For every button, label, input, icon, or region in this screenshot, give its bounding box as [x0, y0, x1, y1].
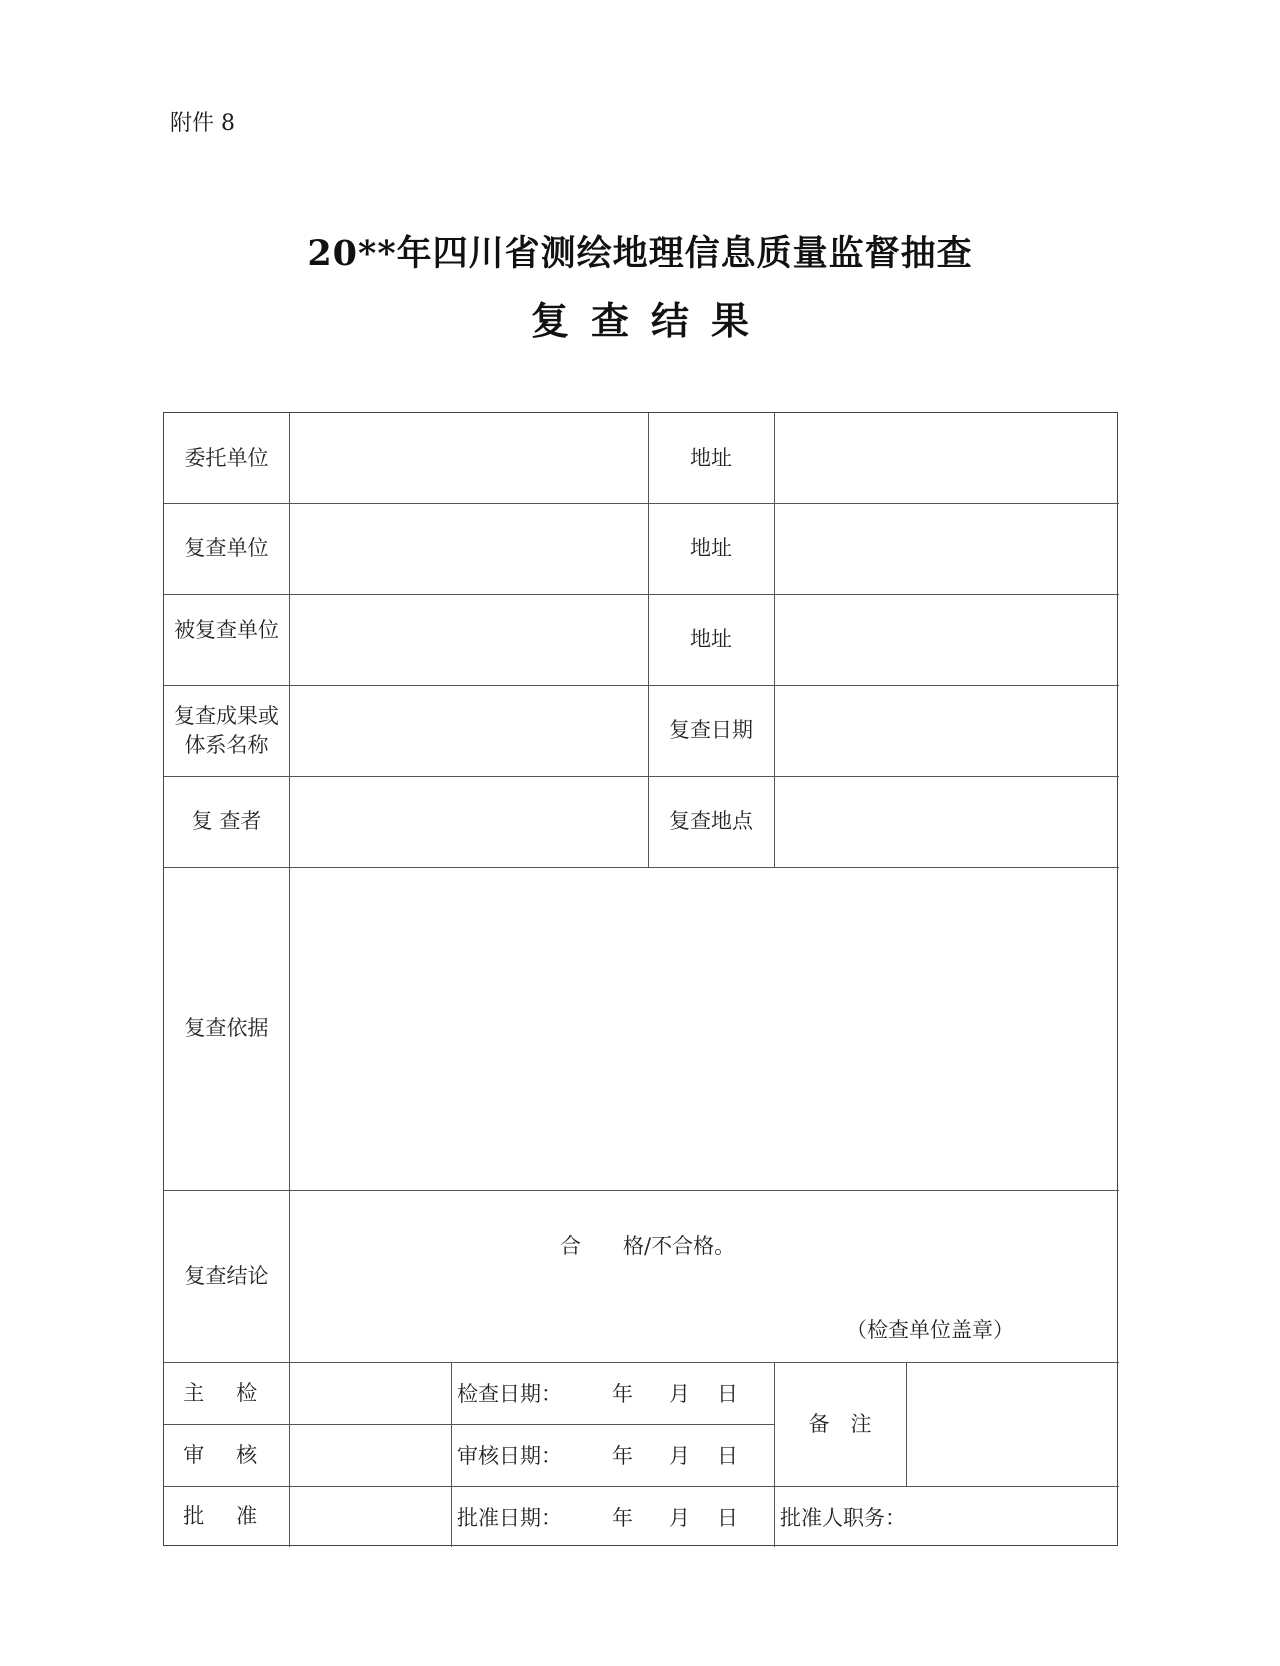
- audit-date[interactable]: [457, 1424, 774, 1486]
- inspection-date-label: 检查日期：: [457, 1382, 562, 1406]
- label-chief-inspector: 主 检: [183, 1380, 270, 1405]
- label-review-place: 复查地点: [669, 809, 753, 834]
- year-label: 年: [612, 1505, 633, 1530]
- field-auditor[interactable]: [289, 1424, 451, 1486]
- day-label: 日: [717, 1444, 738, 1468]
- attachment-label: 附件 8: [170, 111, 235, 136]
- field-client-unit[interactable]: [289, 413, 648, 503]
- year-label: 年: [612, 1382, 633, 1406]
- label-address-1: 地址: [690, 445, 732, 470]
- label-review-date: 复查日期: [669, 718, 753, 743]
- field-reviewed-unit[interactable]: [289, 594, 648, 685]
- field-result-name[interactable]: [289, 685, 648, 776]
- field-remarks[interactable]: [906, 1362, 1119, 1486]
- month-label: 月: [669, 1382, 690, 1406]
- column-divider: [451, 1362, 452, 1547]
- approver-title[interactable]: [780, 1486, 1119, 1547]
- label-review-basis: 复查依据: [184, 1016, 269, 1041]
- field-review-basis[interactable]: [289, 867, 1119, 1190]
- month-label: 月: [669, 1444, 690, 1468]
- field-address-3[interactable]: [774, 594, 1119, 685]
- approval-date-label: 批准日期：: [457, 1505, 562, 1530]
- label-address-3: 地址: [690, 627, 732, 652]
- document-subtitle: 复查结果: [530, 298, 771, 343]
- approver-title-label: 批准人职务：: [780, 1505, 906, 1530]
- audit-date-label: 审核日期：: [457, 1444, 562, 1468]
- field-chief-inspector[interactable]: [289, 1362, 451, 1424]
- label-approver: 批 准: [183, 1504, 270, 1529]
- field-review-date[interactable]: [774, 685, 1119, 776]
- label-auditor: 审 核: [183, 1442, 270, 1467]
- inspection-date[interactable]: [457, 1362, 774, 1424]
- month-label: 月: [669, 1505, 690, 1530]
- label-reviewer: 复 查者: [191, 809, 262, 834]
- label-review-unit: 复查单位: [184, 536, 269, 561]
- field-review-place[interactable]: [774, 776, 1119, 867]
- label-result-name-line2: 体系名称: [184, 732, 269, 757]
- review-result-form: [163, 412, 1118, 1546]
- year-label: 年: [612, 1444, 633, 1468]
- field-approver[interactable]: [289, 1486, 451, 1547]
- approval-date[interactable]: [457, 1486, 774, 1547]
- label-review-conclusion: 复查结论: [184, 1263, 269, 1288]
- label-client-unit: 委托单位: [184, 445, 269, 470]
- label-remarks: 备 注: [808, 1411, 872, 1436]
- day-label: 日: [717, 1505, 738, 1530]
- document-title: 20**年四川省测绘地理信息质量监督抽查: [307, 233, 973, 274]
- day-label: 日: [717, 1382, 738, 1406]
- seal-note: （检查单位盖章）: [846, 1318, 1014, 1342]
- label-result-name: [164, 685, 289, 776]
- conclusion-text: 合 格/不合格。: [560, 1234, 736, 1258]
- field-reviewer[interactable]: [289, 776, 648, 867]
- field-address-2[interactable]: [774, 503, 1119, 594]
- row-divider: [164, 1190, 1119, 1191]
- label-result-name-line1: 复查成果或: [174, 704, 279, 729]
- field-address-1[interactable]: [774, 413, 1119, 503]
- field-review-unit[interactable]: [289, 503, 648, 594]
- label-address-2: 地址: [690, 536, 732, 561]
- label-reviewed-unit: 被复查单位: [174, 618, 279, 643]
